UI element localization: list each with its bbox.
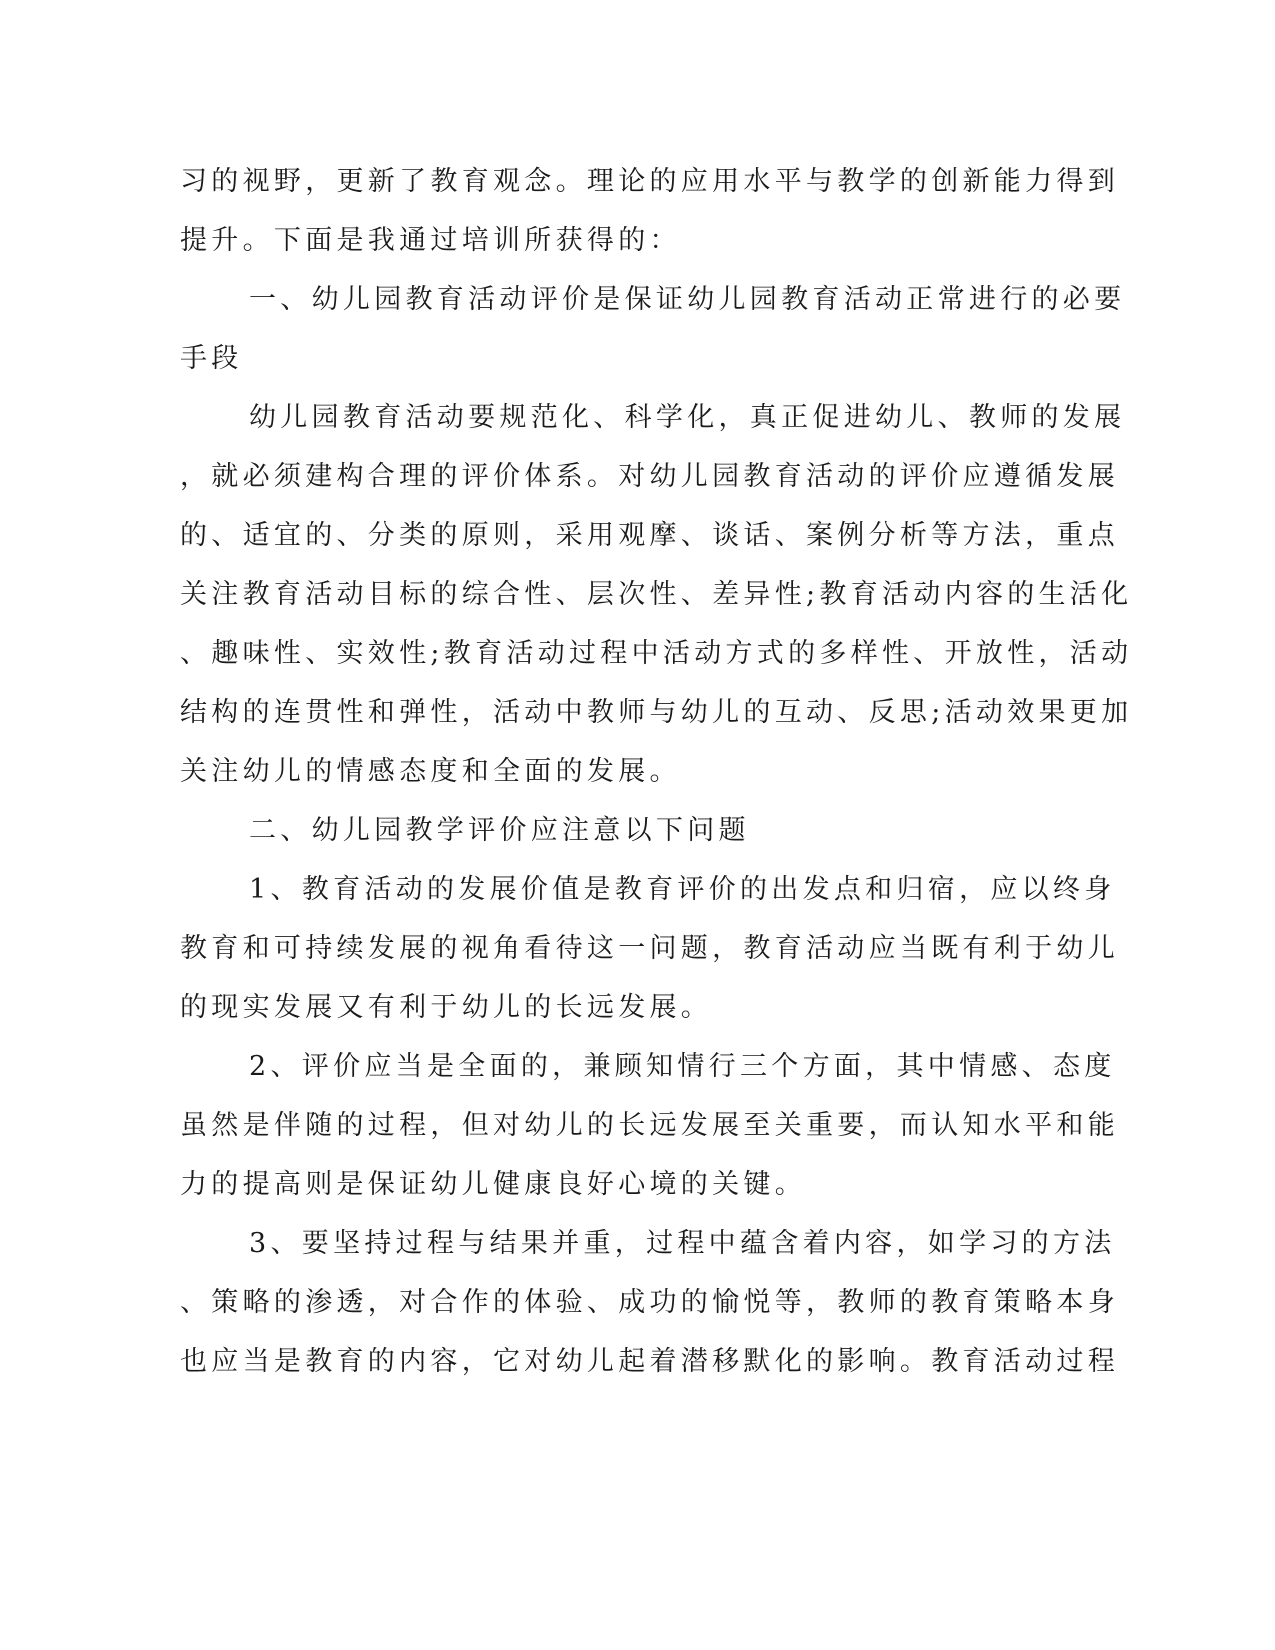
- section-heading-1-cont: 手段: [180, 343, 243, 374]
- list-item-3: 3、要坚持过程与结果并重，过程中蕴含着内容，如学习的方法: [249, 1228, 1116, 1259]
- text-line: 结构的连贯性和弹性，活动中教师与幼儿的互动、反思;活动效果更加: [180, 697, 1133, 728]
- text-line: ，就必须建构合理的评价体系。对幼儿园教育活动的评价应遵循发展: [180, 461, 1119, 492]
- text-line: 关注幼儿的情感态度和全面的发展。: [180, 756, 681, 787]
- list-item-2: 2、评价应当是全面的，兼顾知情行三个方面，其中情感、态度: [249, 1051, 1116, 1082]
- text-line: 虽然是伴随的过程，但对幼儿的长远发展至关重要，而认知水平和能: [180, 1110, 1119, 1141]
- section-heading-1: 一、幼儿园教育活动评价是保证幼儿园教育活动正常进行的必要: [249, 284, 1126, 315]
- text-line: 、策略的渗透，对合作的体验、成功的愉悦等，教师的教育策略本身: [180, 1287, 1119, 1318]
- text-line: 提升。下面是我通过培训所获得的：: [180, 225, 681, 256]
- text-line: 、趣味性、实效性;教育活动过程中活动方式的多样性、开放性，活动: [180, 638, 1133, 669]
- text-line: 的现实发展又有利于幼儿的长远发展。: [180, 992, 713, 1023]
- text-line: 力的提高则是保证幼儿健康良好心境的关键。: [180, 1169, 806, 1200]
- text-line: 关注教育活动目标的综合性、层次性、差异性;教育活动内容的生活化: [180, 579, 1133, 610]
- section-heading-2: 二、幼儿园教学评价应注意以下问题: [249, 815, 750, 846]
- text-line: 也应当是教育的内容，它对幼儿起着潜移默化的影响。教育活动过程: [180, 1346, 1119, 1377]
- text-line: 幼儿园教育活动要规范化、科学化，真正促进幼儿、教师的发展: [249, 402, 1126, 433]
- text-line: 的、适宜的、分类的原则，采用观摩、谈话、案例分析等方法，重点: [180, 520, 1119, 551]
- text-line: 习的视野，更新了教育观念。理论的应用水平与教学的创新能力得到: [180, 166, 1119, 197]
- text-line: 教育和可持续发展的视角看待这一问题，教育活动应当既有利于幼儿: [180, 933, 1119, 964]
- list-item-1: 1、教育活动的发展价值是教育评价的出发点和归宿，应以终身: [249, 874, 1116, 905]
